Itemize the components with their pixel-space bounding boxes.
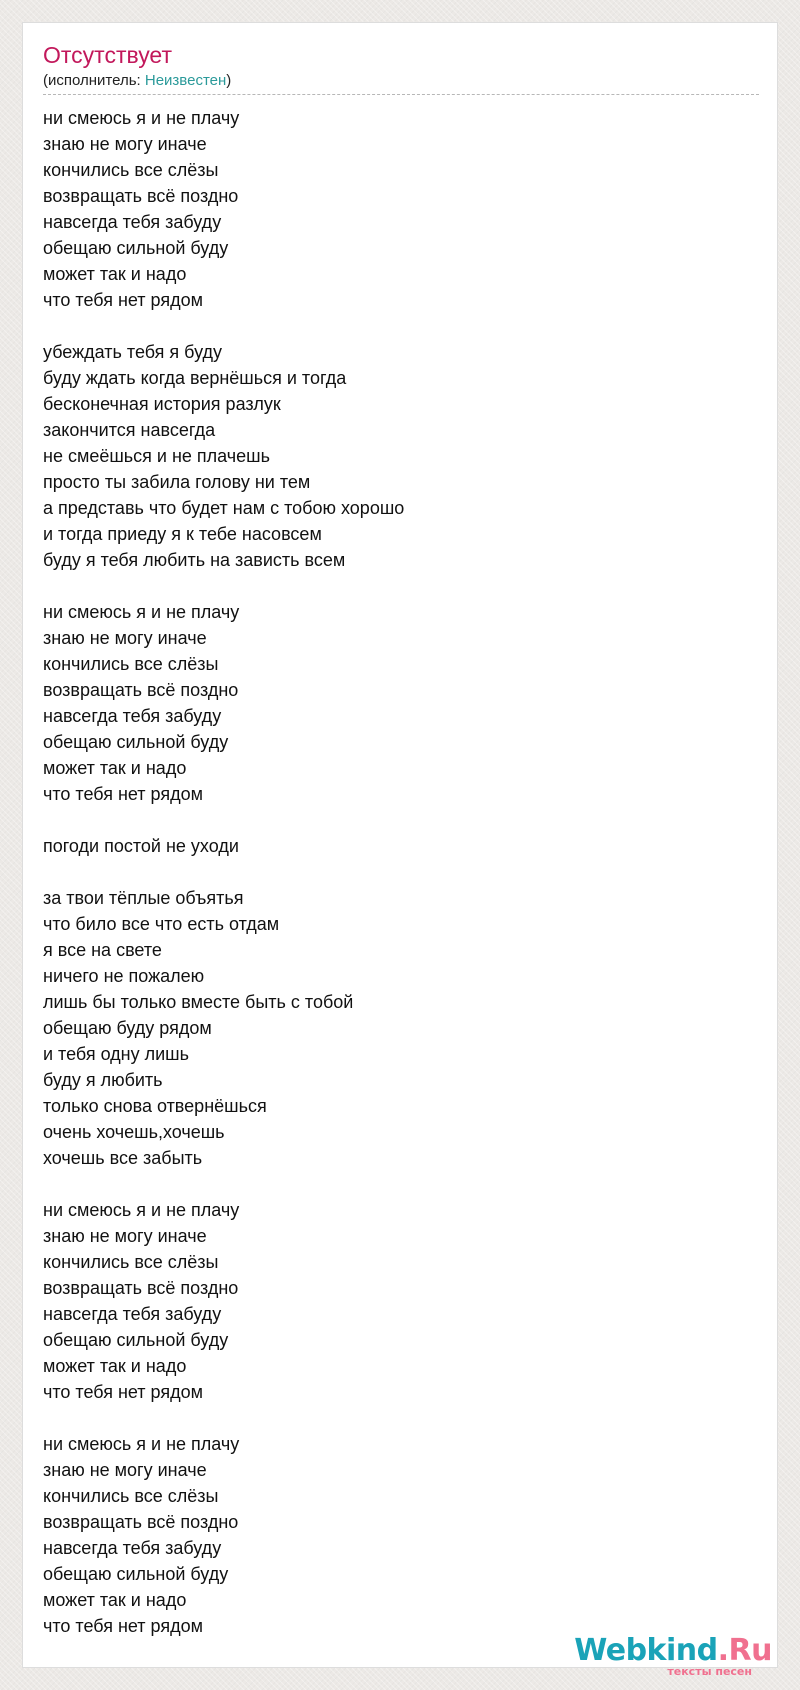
lyric-line: погоди постой не уходи — [43, 836, 239, 856]
lyric-line: что тебя нет рядом — [43, 1616, 203, 1636]
lyric-line: ни смеюсь я и не плачу — [43, 602, 240, 622]
lyric-line: кончились все слёзы — [43, 1252, 219, 1272]
lyric-line: может так и надо — [43, 758, 187, 778]
lyric-line: навсегда тебя забуду — [43, 1538, 222, 1558]
lyric-line: кончились все слёзы — [43, 1486, 219, 1506]
lyrics-stanza — [43, 1431, 743, 1639]
lyric-line: и тогда приеду я к тебе насовсем — [43, 524, 322, 544]
lyric-line: а представь что будет нам с тобою хорошо — [43, 498, 405, 518]
logo-tld: .Ru — [717, 1633, 772, 1668]
lyric-line: кончились все слёзы — [43, 654, 219, 674]
lyrics-stanza — [43, 1197, 743, 1405]
lyric-line: только снова отвернёшься — [43, 1096, 267, 1116]
lyric-line: навсегда тебя забуду — [43, 212, 222, 232]
lyric-line: очень хочешь,хочешь — [43, 1122, 225, 1142]
lyric-line: кончились все слёзы — [43, 160, 219, 180]
lyric-line: обещаю сильной буду — [43, 732, 229, 752]
lyrics-stanza — [43, 885, 743, 1171]
lyric-line: ни смеюсь я и не плачу — [43, 1200, 240, 1220]
lyric-line: бесконечная история разлук — [43, 394, 281, 414]
lyric-line: и тебя одну лишь — [43, 1044, 190, 1064]
lyric-line: навсегда тебя забуду — [43, 1304, 222, 1324]
artist-prefix: (исполнитель: — [43, 72, 145, 89]
lyric-line: не смеёшься и не плачешь — [43, 446, 270, 466]
artist-suffix: ) — [226, 72, 232, 89]
lyric-line: я все на свете — [43, 940, 162, 960]
lyrics-stanza — [43, 105, 743, 313]
lyric-line: убеждать тебя я буду — [43, 342, 222, 362]
lyric-line: может так и надо — [43, 264, 187, 284]
lyric-line: что било все что есть отдам — [43, 914, 280, 934]
logo-tagline: тексты песен — [667, 1665, 752, 1678]
artist-link[interactable]: Неизвестен — [144, 72, 227, 89]
lyric-line: ни смеюсь я и не плачу — [43, 1434, 240, 1454]
lyric-line: возвращать всё поздно — [43, 186, 239, 206]
lyrics-stanza — [43, 833, 743, 859]
lyric-line: ничего не пожалею — [43, 966, 205, 986]
lyric-line: может так и надо — [43, 1356, 187, 1376]
artist-line — [43, 72, 231, 90]
lyrics-stanza — [43, 339, 743, 573]
lyric-line: может так и надо — [43, 1590, 187, 1610]
lyric-line: ни смеюсь я и не плачу — [43, 108, 240, 128]
lyric-line: знаю не могу иначе — [43, 628, 207, 648]
lyric-line: буду ждать когда вернёшься и тогда — [43, 368, 347, 388]
logo-name: Webkind — [574, 1633, 718, 1668]
lyrics-card — [22, 22, 778, 1668]
lyric-line: закончится навсегда — [43, 420, 216, 440]
lyric-line: навсегда тебя забуду — [43, 706, 222, 726]
title-divider — [43, 94, 759, 95]
lyric-line: возвращать всё поздно — [43, 1278, 239, 1298]
lyric-line: что тебя нет рядом — [43, 1382, 203, 1402]
lyric-line: буду я любить — [43, 1070, 163, 1090]
lyric-line: буду я тебя любить на зависть всем — [43, 550, 346, 570]
lyric-line: хочешь все забыть — [43, 1148, 203, 1168]
logo-wordmark — [574, 1634, 772, 1668]
lyrics-stanza — [43, 599, 743, 807]
site-logo[interactable] — [552, 1634, 772, 1682]
lyric-line: что тебя нет рядом — [43, 290, 203, 310]
lyric-line: что тебя нет рядом — [43, 784, 203, 804]
lyric-line: обещаю сильной буду — [43, 238, 229, 258]
lyric-line: лишь бы только вместе быть с тобой — [43, 992, 354, 1012]
lyric-line: обещаю буду рядом — [43, 1018, 212, 1038]
song-title: Отсутствует — [43, 42, 172, 68]
lyric-line: возвращать всё поздно — [43, 680, 239, 700]
lyric-line: знаю не могу иначе — [43, 1226, 207, 1246]
lyric-line: возвращать всё поздно — [43, 1512, 239, 1532]
lyric-line: знаю не могу иначе — [43, 134, 207, 154]
lyric-line: за твои тёплые объятья — [43, 888, 244, 908]
lyric-line: знаю не могу иначе — [43, 1460, 207, 1480]
lyric-line: обещаю сильной буду — [43, 1330, 229, 1350]
lyrics-body — [43, 105, 743, 1665]
lyric-line: обещаю сильной буду — [43, 1564, 229, 1584]
lyric-line: просто ты забила голову ни тем — [43, 472, 311, 492]
